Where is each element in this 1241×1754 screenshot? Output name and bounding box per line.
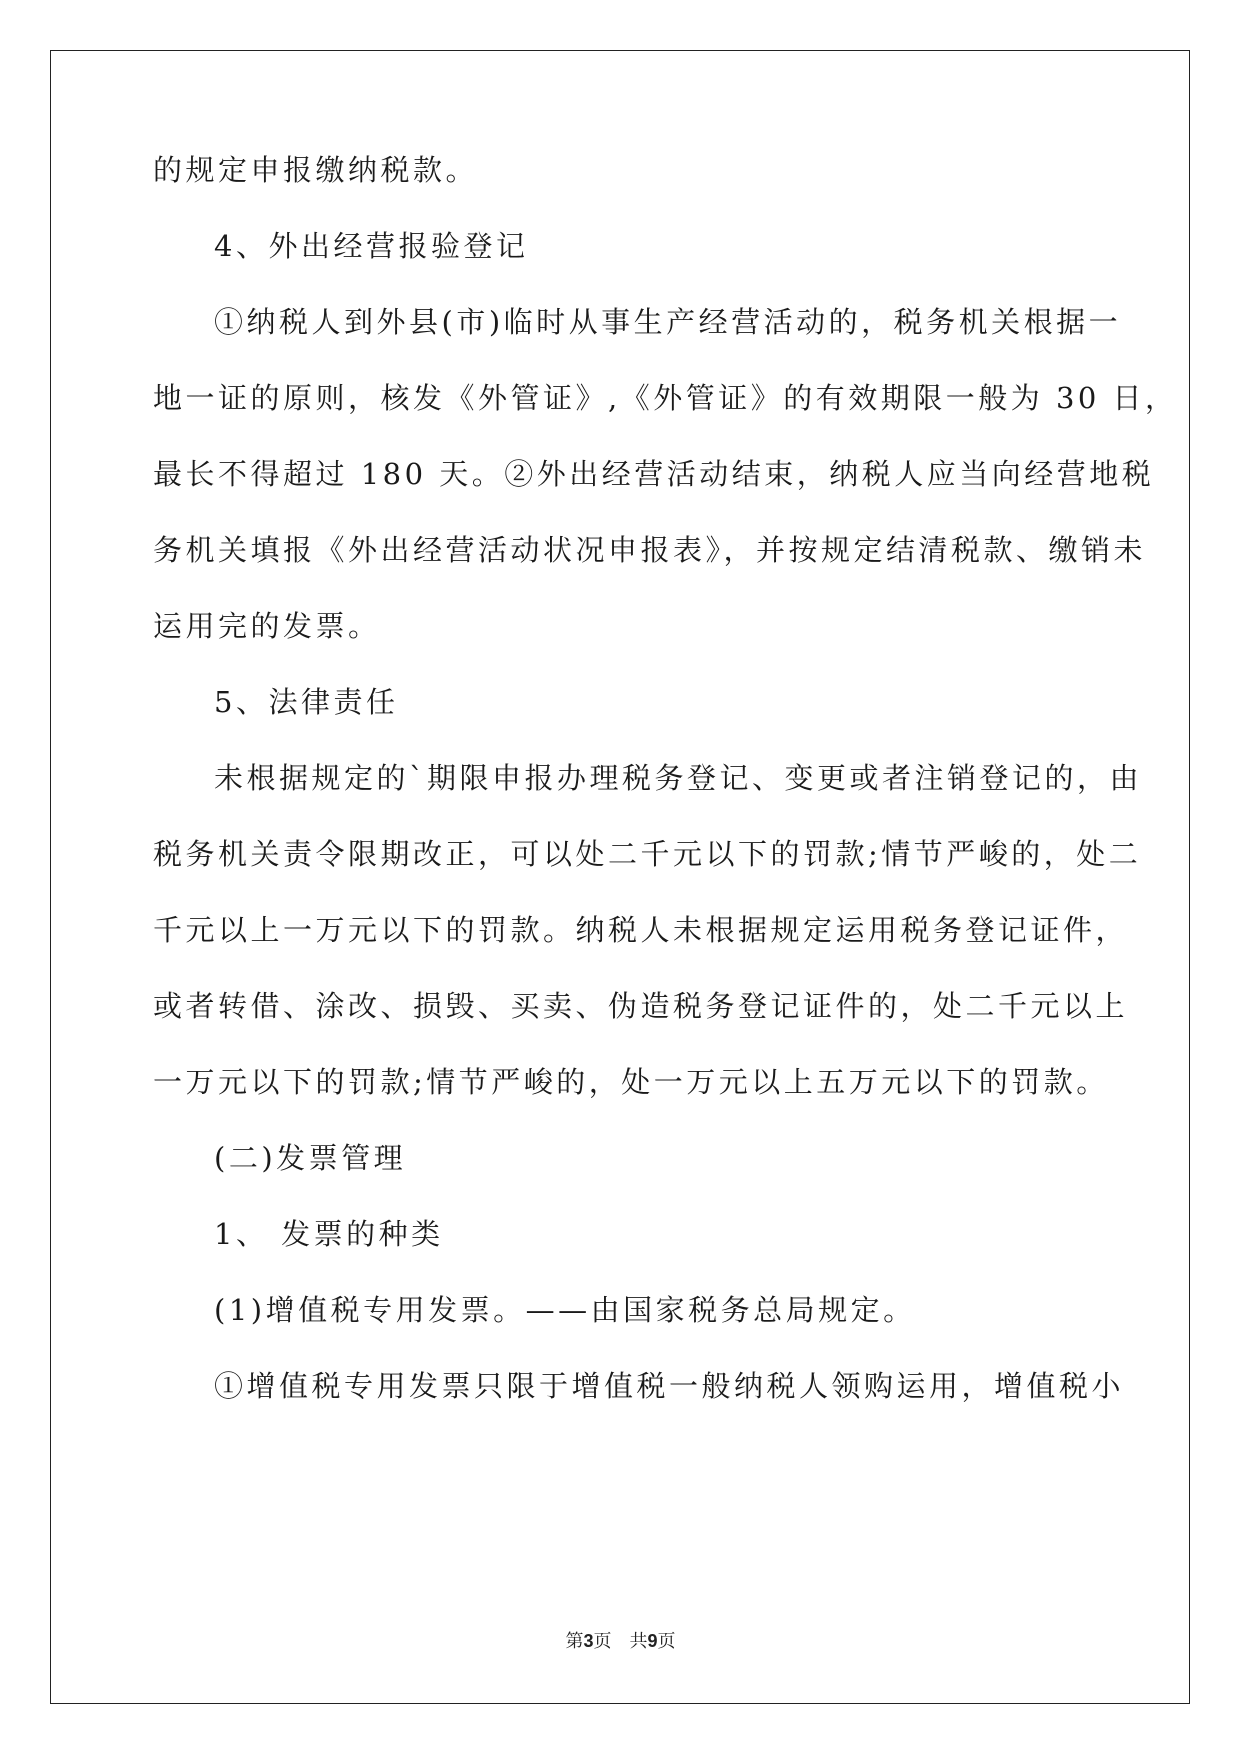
text-line: 务机关填报《外出经营活动状况申报表》，并按规定结清税款、缴销未 [153, 533, 1147, 567]
text-line: 或者转借、涂改、损毁、买卖、伪造税务登记证件的，处二千元以上 [153, 989, 1129, 1023]
text-line: 的规定申报缴纳税款。 [153, 153, 479, 187]
section-heading: 1、 发票的种类 [214, 1217, 444, 1251]
page-unit: 页 [593, 1631, 612, 1652]
section-heading: 4、外出经营报验登记 [214, 229, 529, 263]
page-footer [0, 1629, 1241, 1654]
text-line: 一万元以下的罚款;情节严峻的，处一万元以上五万元以下的罚款。 [153, 1065, 1109, 1099]
total-prefix: 共 [629, 1631, 648, 1652]
text-line: 税务机关责令限期改正，可以处二千元以下的罚款;情节严峻的，处二 [153, 837, 1142, 871]
text-line: ①增值税专用发票只限于增值税一般纳税人领购运用，增值税小 [214, 1369, 1125, 1403]
text-line: (1)增值税专用发票。——由国家税务总局规定。 [214, 1293, 916, 1327]
text-line: 千元以上一万元以下的罚款。纳税人未根据规定运用税务登记证件， [153, 913, 1129, 947]
page-border [50, 50, 1190, 1704]
section-heading: (二)发票管理 [214, 1141, 407, 1175]
page-current: 3 [583, 1631, 594, 1651]
text-line: 地一证的原则，核发《外管证》,《外管证》的有效期限一般为 30 日， [153, 381, 1178, 415]
total-unit: 页 [657, 1631, 676, 1652]
text-line: 未根据规定的`期限申报办理税务登记、变更或者注销登记的，由 [214, 761, 1143, 795]
page-prefix: 第 [565, 1631, 584, 1652]
page-total: 9 [647, 1631, 658, 1651]
text-line: ①纳税人到外县(市)临时从事生产经营活动的，税务机关根据一 [214, 305, 1122, 339]
text-line: 运用完的发票。 [153, 609, 381, 643]
section-heading: 5、法律责任 [214, 685, 399, 719]
text-line: 最长不得超过 180 天。②外出经营活动结束，纳税人应当向经营地税 [153, 457, 1155, 491]
